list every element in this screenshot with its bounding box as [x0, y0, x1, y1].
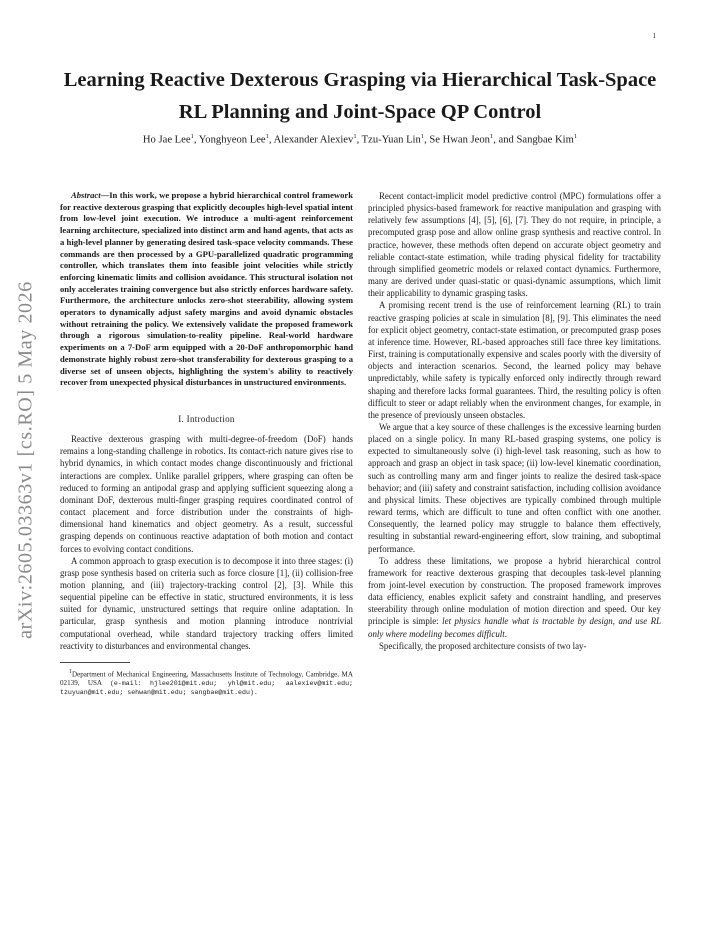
key-principle: let physics handle what is tractable by design, and use RL only where modeling becomes difficult [368, 616, 662, 639]
footnote-affiliation: Department of Mechanical Engineering, Massachusetts Institute of Technology, Cambridge, MA 02139, USA [60, 670, 353, 688]
author-affiliation: 1 [353, 133, 357, 140]
footnote-emails: hjlee201@mit.edu; yhl@mit.edu; aalexiev@mit.edu; tzuyuan@mit.edu; sehwan@mit.edu; sangbae@mit.edu [60, 680, 353, 697]
abstract: Abstract—In this work, we propose a hybrid hierarchical control framework for reactive dexterous grasping that explicitly decouples high-level spatial intent from low-level joint execution. We introduce a multi-agent reinforcement learning architecture, specialized into distinct arm and hand agents, that acts as a high-level planner by generating desired task-space velocity commands. These commands are then processed by a GPU-parallelized quadratic programming controller, which translates them into feasible joint velocities while strictly enforcing kinematic limits and collision avoidance. This structural isolation not only accelerates training convergence but also strictly enforces hardware safety. Furthermore, the architecture unlocks zero-shot steerability, allowing system operators to dynamically adjust safety margins and avoid dynamic obstacles without retraining the policy. We extensively validate the proposed framework through a rigorous simulation-to-reality pipeline. Real-world hardware experiments on a 7-DoF arm equipped with a 20-DoF anthropomorphic hand demonstrate highly robust zero-shot transferability for dexterous grasping to a diverse set of unseen objects, highlighting the system's ability to reactively recover from unexpected physical disturbances in unstructured environments. [60, 190, 353, 388]
abstract-text: In this work, we propose a hybrid hierarchical control framework for reactive dexterous grasping that explicitly decouples high-level spatial intent from low-level joint execution. We introduce a multi-agent reinforcement learning architecture, specialized into distinct arm and hand agents, that acts as a high-level planner by generating desired task-space velocity commands. These commands are then processed by a GPU-parallelized quadratic programming controller, which translates them into feasible joint velocities while strictly enforcing kinematic limits and collision avoidance. This structural isolation not only accelerates training convergence but also strictly enforces hardware safety. Furthermore, the architecture unlocks zero-shot steerability, allowing system operators to dynamically adjust safety margins and avoid dynamic obstacles without retraining the policy. We extensively validate the proposed framework through a rigorous simulation-to-reality pipeline. Real-world hardware experiments on a 7-DoF arm equipped with a 20-DoF anthropomorphic hand demonstrate highly robust zero-shot transferability for dexterous grasping to a diverse set of unseen objects, highlighting the system's ability to reactively recover from unexpected physical disturbances in unstructured environments. [60, 190, 353, 388]
author-affiliation: 1 [489, 133, 494, 140]
paper-title: Learning Reactive Dexterous Grasping via Hierarchical Task-Space RL Planning and Joint-Space QP Control [63, 69, 657, 123]
author: Se Hwan Jeon [429, 134, 490, 146]
footnote [60, 668, 353, 697]
page-number: 1 [652, 32, 656, 40]
footnote-mark: 1 [69, 668, 72, 675]
paragraph-end: . [504, 628, 507, 639]
author-affiliation: 1 [265, 133, 269, 140]
author-affiliation: 1 [573, 133, 578, 140]
author: Yonghyeon Lee [198, 134, 266, 146]
left-column [60, 190, 353, 697]
footnote-rule [60, 662, 130, 663]
paragraph: A common approach to grasp execution is to decompose it into three stages: (i) grasp pose synthesis based on criteria such as force closure [1], (ii) collision-free motion planning, and (iii) trajectory-tracking control [2], [3]. While this sequential pipeline can be effective in static, structured environments, it is less suited for dynamic, unstructured settings that require online adaptation. In particular, grasp synthesis and motion planning introduce nontrivial computational overhead, while standard trajectory tracking offers limited reactivity to disturbances and environmental changes. [60, 555, 353, 651]
author: Tzu-Yuan Lin [361, 134, 421, 146]
paragraph: A promising recent trend is the use of reinforcement learning (RL) to train reactive grasping policies at scale in simulation [8], [9]. This eliminates the need for explicit object geometry, contact-state estimation, or precomputed grasp poses at inference time. However, RL-based approaches still face three key limitations. First, training is computationally expensive and scales poorly with the diversity of objects and interaction scenarios. Second, the learned policy may behave unpredictably, while safety is typically enforced only indirectly through reward shaping and therefore lacks formal guarantees. Third, the resulting policy is often difficult to steer or adapt reliably when the environment changes, for example, in the presence of previously unseen obstacles. [368, 300, 661, 420]
footnote-email-suffix: ). [249, 689, 258, 697]
author: Sangbae Kim [516, 134, 574, 146]
author: Ho Jae Lee [142, 134, 191, 146]
paragraph: Specifically, the proposed architecture consists of two lay- [379, 640, 587, 651]
author-affiliation: 1 [420, 133, 425, 140]
paragraph [368, 555, 661, 640]
paragraph-text: To address these limitations, we propose a hybrid hierarchical control framework for reactive dexterous grasping that decouples task-level planning from joint-level execution by construction. The proposed framework improves data efficiency, enables explicit safety and constraint handling, and preserves steerability through online modulation of motion direction and speed. Our key principle is simple: [368, 555, 661, 627]
author: Alexander Alexiev [273, 134, 354, 146]
section-heading [60, 413, 353, 425]
paragraph: Reactive dexterous grasping with multi-degree-of-freedom (DoF) hands remains a long-standing challenge in robotics. Its contact-rich nature gives rise to hybrid dynamics, in which contact modes change discontinuously and frictional interactions are complex. Unlike parallel grippers, where grasping can often be reduced to forming an antipodal grasp and applying sufficient squeezing along a dominant DoF, dexterous multi-finger grasping requires coordinated control of contact placement and force distribution under the constraints of high-dimensional hand kinematics and object geometry. As a result, successful grasping depends on continuous reactive adaptation of both motion and contact forces to evolving contact conditions. [60, 434, 353, 554]
section-heading-text: I. Introduction [178, 413, 235, 424]
author-list: Ho Jae Lee$^1$, Yonghyeon Lee$^1$, Alexander Alexiev$^1$, Tzu-Yuan Lin$^1$, Se Hwan Jeon$^1$, and Sangbae Kim$^1$ [142, 133, 578, 146]
author-affiliation: 1 [190, 133, 194, 140]
right-column [368, 190, 661, 652]
footnote-email-prefix: (e-mail: [109, 680, 142, 688]
arxiv-stamp [12, 250, 40, 670]
paragraph: Recent contact-implicit model predictive control (MPC) formulations offer a principled physics-based framework for reactive manipulation and grasping with relatively few assumptions [4], [5], [6], [7]. They do not require, in principle, a precomputed grasp pose and allow online grasp synthesis and reactive control. In practice, however, these methods often depend on accurate object geometry and reliable contact-state estimation, while trading physical fidelity for tractability through simplified geometric models or relaxed contact dynamics. Furthermore, many are derived under quasi-static or quasi-dynamic assumptions, which limit their applicability to dynamic grasping tasks. [368, 191, 661, 299]
abstract-label: Abstract [71, 190, 101, 200]
arxiv-stamp-text: arXiv:2605.03363v1 [cs.RO] 5 May 2026 [14, 281, 37, 639]
paragraph: We argue that a key source of these challenges is the excessive learning burden placed on a single policy. In many RL-based grasping systems, one policy is expected to simultaneously solve (i) high-level task reasoning, such as how to approach and grasp an object in task space; (ii) low-level kinematic coordination, such as controlling many arm and finger joints to realize the desired task-space behavior; and (iii) safety and constraint satisfaction, including collision avoidance and physical limits. These objectives are typically combined through multiple reward terms, which are difficult to tune and often conflict with one another. Consequently, the learned policy may struggle to balance them effectively, resulting in substantial reward-engineering effort, slow training, and suboptimal performance. [368, 421, 661, 554]
